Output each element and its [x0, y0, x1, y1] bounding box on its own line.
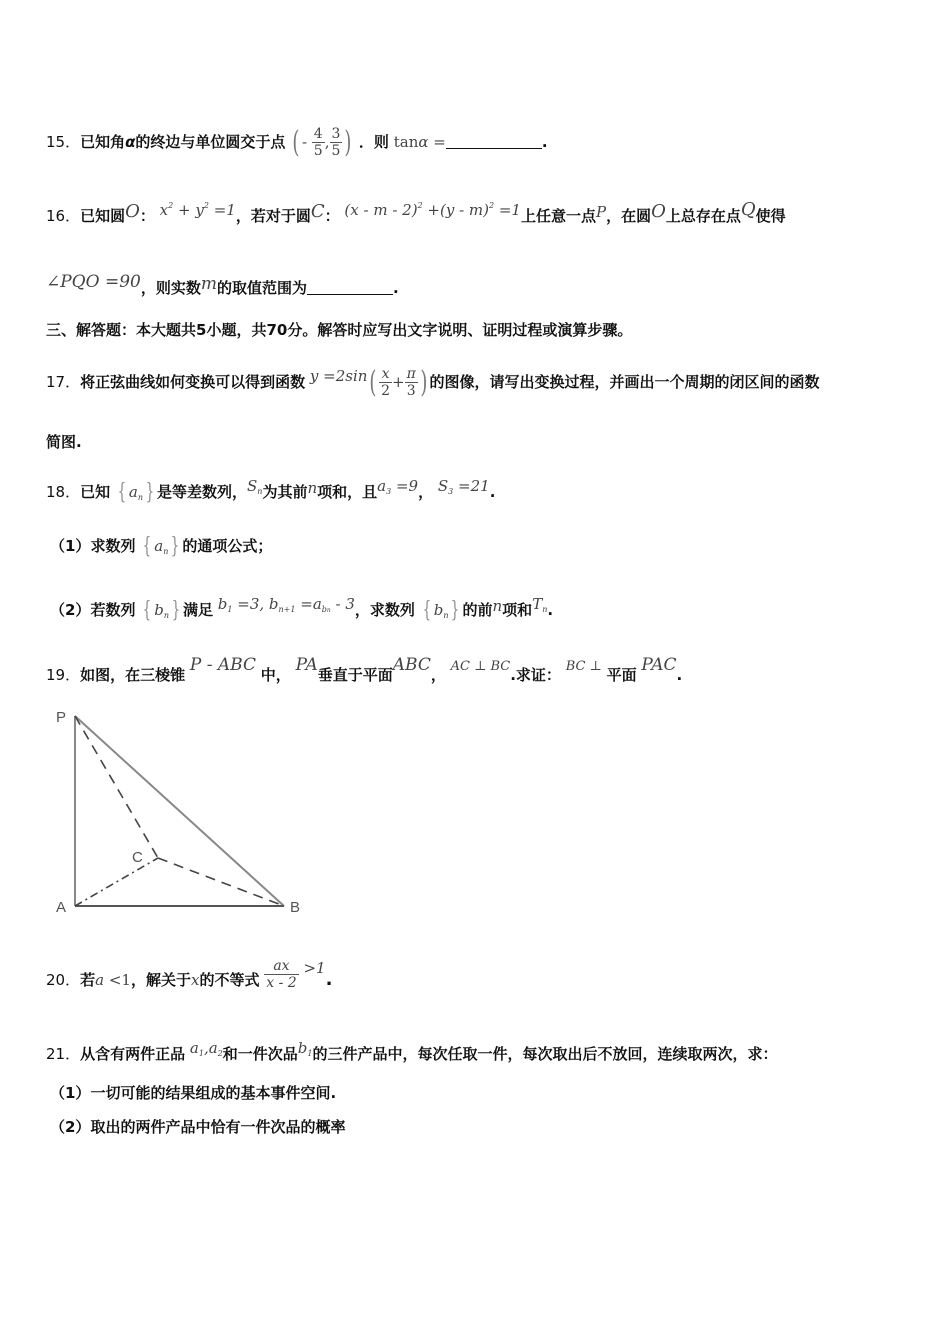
sum-Sn: $S_n$ [247, 477, 263, 496]
question-19 [46, 655, 682, 685]
sequence-an: $a_n$ [128, 483, 143, 502]
question-20 [46, 958, 332, 991]
equation-circle-O: $x^2 + y^2 =1$ [159, 201, 236, 219]
q18-p1-text-1: 求数列 [90, 537, 136, 555]
plane-ABC: ABC [392, 655, 431, 675]
circle-C: C [310, 201, 325, 222]
question-number: 17． [46, 373, 81, 391]
condition-a3: $a_3 =9$ [377, 477, 419, 496]
q19-text-5: .求证： [510, 666, 561, 684]
q17-text-2: 的图像，请写出变换过程，并画出一个周期的闭区间的函数 [429, 373, 820, 391]
plane-PAC: PAC [641, 655, 677, 675]
left-brace-icon: { [143, 533, 152, 559]
q15-text-3: ．则 [358, 133, 389, 151]
alpha-symbol: α [125, 133, 136, 151]
point-P: P [595, 203, 607, 221]
q19-text-3: 垂直于平面 [317, 666, 393, 684]
less-than-1: <1 [104, 971, 131, 989]
question-21 [46, 1038, 778, 1064]
fraction-4-5: $\frac{4}{5}$ [313, 126, 323, 159]
right-brace-icon: } [171, 597, 181, 623]
variable-n: n [307, 479, 318, 497]
q19-text-1: 如图，在三棱锥 [80, 666, 186, 684]
q16-text-9: ，则实数 [140, 279, 201, 297]
q20-text-2: ，解关于 [130, 971, 191, 989]
q18-p2-text-5: 项和 [502, 601, 533, 619]
q21-p1-text: 一切可能的结果组成的基本事件空间. [90, 1084, 337, 1102]
products-a1-a2: $a_1,a_2$ [189, 1039, 223, 1058]
sequence-bn: $b_n$ [433, 601, 449, 620]
point-Q: Q [740, 199, 756, 220]
q21-text-1: 从含有两件正品 [80, 1045, 186, 1063]
variable-n: n [492, 597, 503, 615]
question-17-cont: 简图. [46, 433, 82, 451]
period: . [547, 601, 554, 619]
part-label: （2） [50, 601, 91, 619]
question-number: 15． [46, 133, 81, 151]
sum-Tn: $T_n$ [532, 595, 548, 614]
period: . [393, 279, 399, 297]
q19-text-2: 中， [260, 666, 291, 684]
answer-blank[interactable] [446, 148, 542, 149]
label-C: C [132, 849, 143, 866]
colon: ： [324, 207, 340, 225]
period: . [676, 666, 683, 684]
right-paren-icon: ) [420, 364, 428, 400]
question-21-part-1 [50, 1083, 336, 1103]
left-brace-icon: { [143, 597, 152, 623]
equals-sign: = [433, 133, 446, 151]
left-paren-icon: ( [292, 124, 300, 160]
comma: , [324, 133, 330, 151]
q16-text-8: 使得 [755, 207, 786, 225]
condition-S3: $S_3 =21$ [437, 477, 490, 496]
q21-text-3: 的三件产品中，每次任取一件，每次取出后不放回，连续取两次，求： [312, 1045, 778, 1063]
fraction-pi-3: $\frac{\pi}{3}$ [406, 366, 416, 399]
edge-AC [75, 858, 158, 906]
q15-text-1: 已知角 [80, 133, 126, 151]
q21-p2-text: 取出的两件产品中恰有一件次品的概率 [90, 1118, 346, 1136]
q15-text-2: 的终边与单位圆交于点 [135, 133, 286, 151]
question-18 [46, 476, 495, 508]
edge-PC [75, 716, 158, 858]
q18-text-4: 项和，且 [317, 483, 378, 501]
equation-circle-C: (x - m - 2)$^2$ +(y - m)$^2$ =1 [344, 201, 521, 219]
right-paren-icon: ) [344, 124, 352, 160]
q16-text-1: 已知圆 [80, 207, 126, 225]
greater-than-1: >1 [298, 959, 326, 977]
right-brace-icon: } [171, 533, 180, 559]
q17-text-1: 将正弦曲线如何变换可以得到函数 [80, 373, 306, 391]
question-number: 20． [46, 971, 81, 989]
recurrence-bn: $b_1 =3$, $b_{n+1} =a_{bn} - 3$ [217, 595, 355, 614]
fraction-x-2: $\frac{x}{2}$ [381, 366, 391, 399]
q18-p2-text-4: 的前 [462, 601, 493, 619]
part-label: （1） [50, 537, 91, 555]
q18-p1-text-2: 的通项公式； [182, 537, 273, 555]
q21-text-2: 和一件次品 [222, 1045, 298, 1063]
label-B: B [290, 899, 301, 916]
condition-AC-perp-BC: AC ⊥ BC [450, 659, 511, 674]
q18-text-3: 为其前 [262, 483, 308, 501]
question-number: 21． [46, 1045, 81, 1063]
BC-perp: BC ⊥ [565, 659, 602, 674]
left-brace-icon: { [422, 597, 431, 623]
variable-x: x [190, 971, 200, 989]
q18-text-2: 是等差数列， [157, 483, 248, 501]
edge-PB [75, 716, 284, 906]
part-label: （1） [50, 1084, 91, 1102]
question-15 [46, 126, 548, 159]
tan-function: tan [393, 133, 419, 151]
minus-sign: - [301, 133, 308, 151]
question-number: 18． [46, 483, 81, 501]
q16-text-6: ，在圆 [606, 207, 652, 225]
question-18-part-2 [50, 594, 553, 626]
variable-a: a [95, 971, 105, 989]
segment-PA: PA [295, 655, 318, 675]
sequence-an: $a_n$ [154, 537, 169, 556]
q19-text-6: 平面 [606, 666, 637, 684]
circle-O: O [125, 201, 140, 222]
q16-text-10: 的取值范围为 [216, 279, 307, 297]
right-brace-icon: } [451, 597, 460, 623]
question-number: 19． [46, 666, 81, 684]
q18-text-1: 已知 [80, 483, 111, 501]
right-brace-icon: } [145, 479, 155, 505]
q18-p2-text-3: ，求数列 [354, 601, 415, 619]
function-y: y =2sin [309, 367, 368, 385]
q16-text-7: 上总存在点 [665, 207, 741, 225]
comma: ， [430, 666, 446, 684]
q18-p2-text-2: 满足 [183, 601, 214, 619]
edge-CB [158, 858, 284, 906]
comma: ， [418, 483, 434, 501]
product-b1: $b_1$ [297, 1039, 313, 1058]
fraction-3-5: $\frac{3}{5}$ [331, 126, 341, 159]
question-number: 16． [46, 207, 81, 225]
part-label: （2） [50, 1118, 91, 1136]
alpha-math: α [418, 133, 429, 151]
tetrahedron-label: P - ABC [189, 655, 256, 675]
left-brace-icon: { [117, 479, 127, 505]
label-P: P [56, 709, 67, 726]
question-18-part-1 [50, 533, 273, 562]
circle-O: O [651, 201, 666, 222]
q20-text-3: 的不等式 [199, 971, 260, 989]
plus-sign: + [392, 373, 405, 391]
fraction-ax-over-x-2: $\frac{ax}{x - 2}$ [266, 958, 297, 991]
angle-PQO: ∠PQO =90 [46, 272, 141, 292]
answer-blank[interactable] [307, 294, 393, 295]
question-16 [46, 196, 786, 226]
left-paren-icon: ( [369, 364, 377, 400]
section-heading: 三、解答题：本大题共5小题，共70分。解答时应写出文字说明、证明过程或演算步骤。 [46, 321, 633, 339]
q18-p2-text-1: 若数列 [90, 601, 136, 619]
period: . [325, 969, 333, 990]
sequence-bn: $b_n$ [154, 601, 169, 620]
question-17 [46, 366, 820, 399]
question-21-part-2 [50, 1117, 345, 1137]
period: . [541, 133, 548, 151]
question-16-cont [46, 272, 399, 298]
q16-text-5: 上任意一点 [520, 207, 596, 225]
variable-m: m [200, 274, 217, 294]
period: . [489, 483, 496, 501]
tetrahedron-figure [52, 702, 312, 922]
q20-text-1: 若 [80, 971, 96, 989]
label-A: A [56, 899, 67, 916]
colon: ： [139, 207, 155, 225]
q16-text-3: ，若对于圆 [235, 207, 311, 225]
